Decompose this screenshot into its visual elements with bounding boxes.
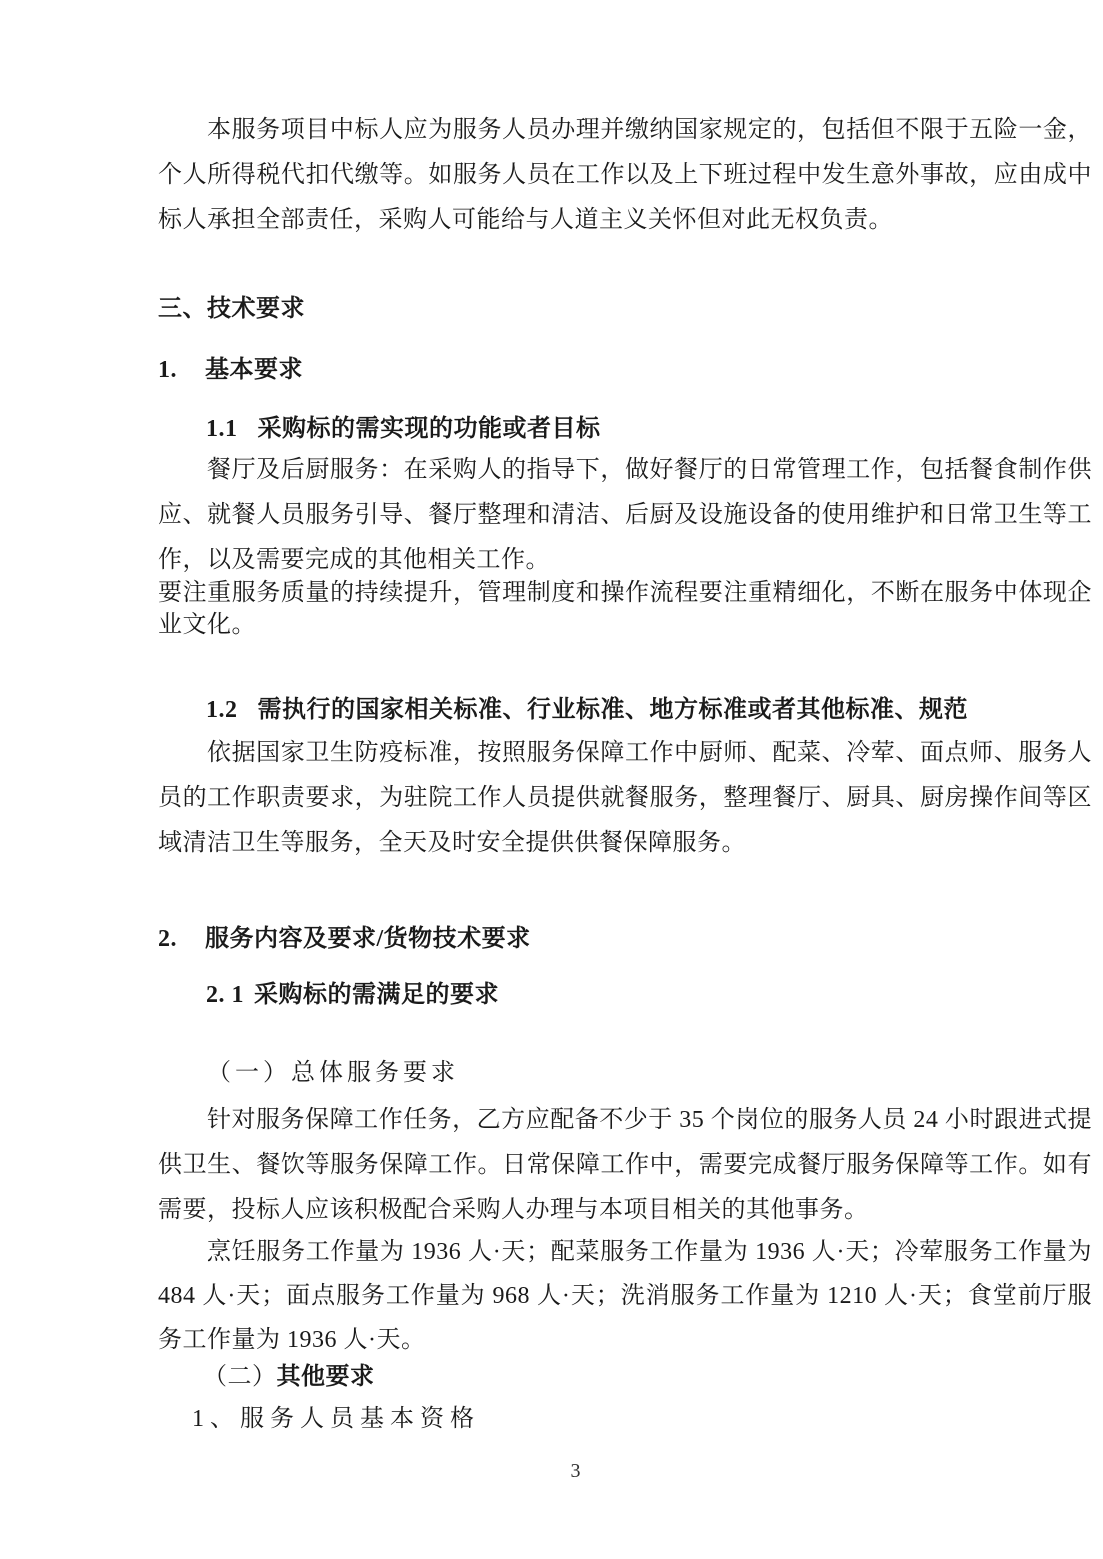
heading-1-1-label: 采购标的需实现的功能或者目标 [257,416,601,442]
heading-service-content-number: 2. [158,926,177,952]
item-personnel-qualification: 1、服务人员基本资格 [192,1406,480,1432]
heading-1-2-standards [206,693,1103,727]
heading-1-1-function-goal [206,412,1103,446]
heading-technical-requirements [158,292,1092,326]
para-standards: 依据国家卫生防疫标准，按照服务保障工作中厨师、配菜、冷荤、面点师、服务人员的工作职责要求，为驻院工作人员提供就餐服务，整理餐厅、厨具、厨房操作间等区域清洁卫生等服务，全天及时安全提供供餐保障服务。 [158,740,1092,856]
heading-service-content [158,922,1092,956]
intro-paragraph: 本服务项目中标人应为服务人员办理并缴纳国家规定的，包括但不限于五险一金，个人所得税代扣代缴等。如服务人员在工作以及上下班过程中发生意外事故，应由成中标人承担全部责任，采购人可能给与人道主义关怀但对此无权负责。 [158,117,1092,233]
heading-technical-requirements-label: 三、技术要求 [158,296,305,322]
para-workload: 烹饪服务工作量为 1936 人·天；配菜服务工作量为 1936 人·天；冷荤服务工作量为 484 人·天；面点服务工作量为 968 人·天；洗消服务工作量为 1210 人·天；食堂前厅服务工作量为 1936 人·天。 [158,1239,1092,1353]
heading-basic-requirements-label: 基本要求 [205,357,303,383]
subheading-other-requirements [203,1360,1103,1394]
heading-basic-requirements [158,353,1092,387]
heading-1-2-label: 需执行的国家相关标准、行业标准、地方标准或者其他标准、规范 [257,697,968,723]
para-service-quality-note: 要注重服务质量的持续提升，管理制度和操作流程要注重精细化，不断在服务中体现企业文化。 [158,580,1092,638]
heading-basic-requirements-number: 1. [158,357,177,383]
page-number: 3 [570,1460,581,1482]
heading-2-1-requirements [206,978,1103,1012]
subheading-other-requirements-prefix: （二） [203,1364,277,1390]
heading-service-content-label: 服务内容及要求/货物技术要求 [205,926,531,952]
para-overall-service: 针对服务保障工作任务，乙方应配备不少于 35 个岗位的服务人员 24 小时跟进式提供卫生、餐饮等服务保障工作。日常保障工作中，需要完成餐厅服务保障等工作。如有需要，投标人应该积极配合采购人办理与本项目相关的其他事务。 [158,1107,1092,1223]
subheading-other-requirements-label: 其他要求 [276,1364,375,1390]
heading-1-2-number: 1.2 [206,697,238,723]
subheading-overall-service: （一）总体服务要求 [207,1060,459,1086]
heading-2-1-label: 采购标的需满足的要求 [254,982,499,1008]
para-function-goal: 餐厅及后厨服务：在采购人的指导下，做好餐厅的日常管理工作，包括餐食制作供应、就餐人员服务引导、餐厅整理和清洁、后厨及设施设备的使用维护和日常卫生等工作，以及需要完成的其他相关工作。 [158,457,1092,573]
heading-2-1-number: 2. 1 [206,982,244,1008]
heading-1-1-number: 1.1 [206,416,238,442]
